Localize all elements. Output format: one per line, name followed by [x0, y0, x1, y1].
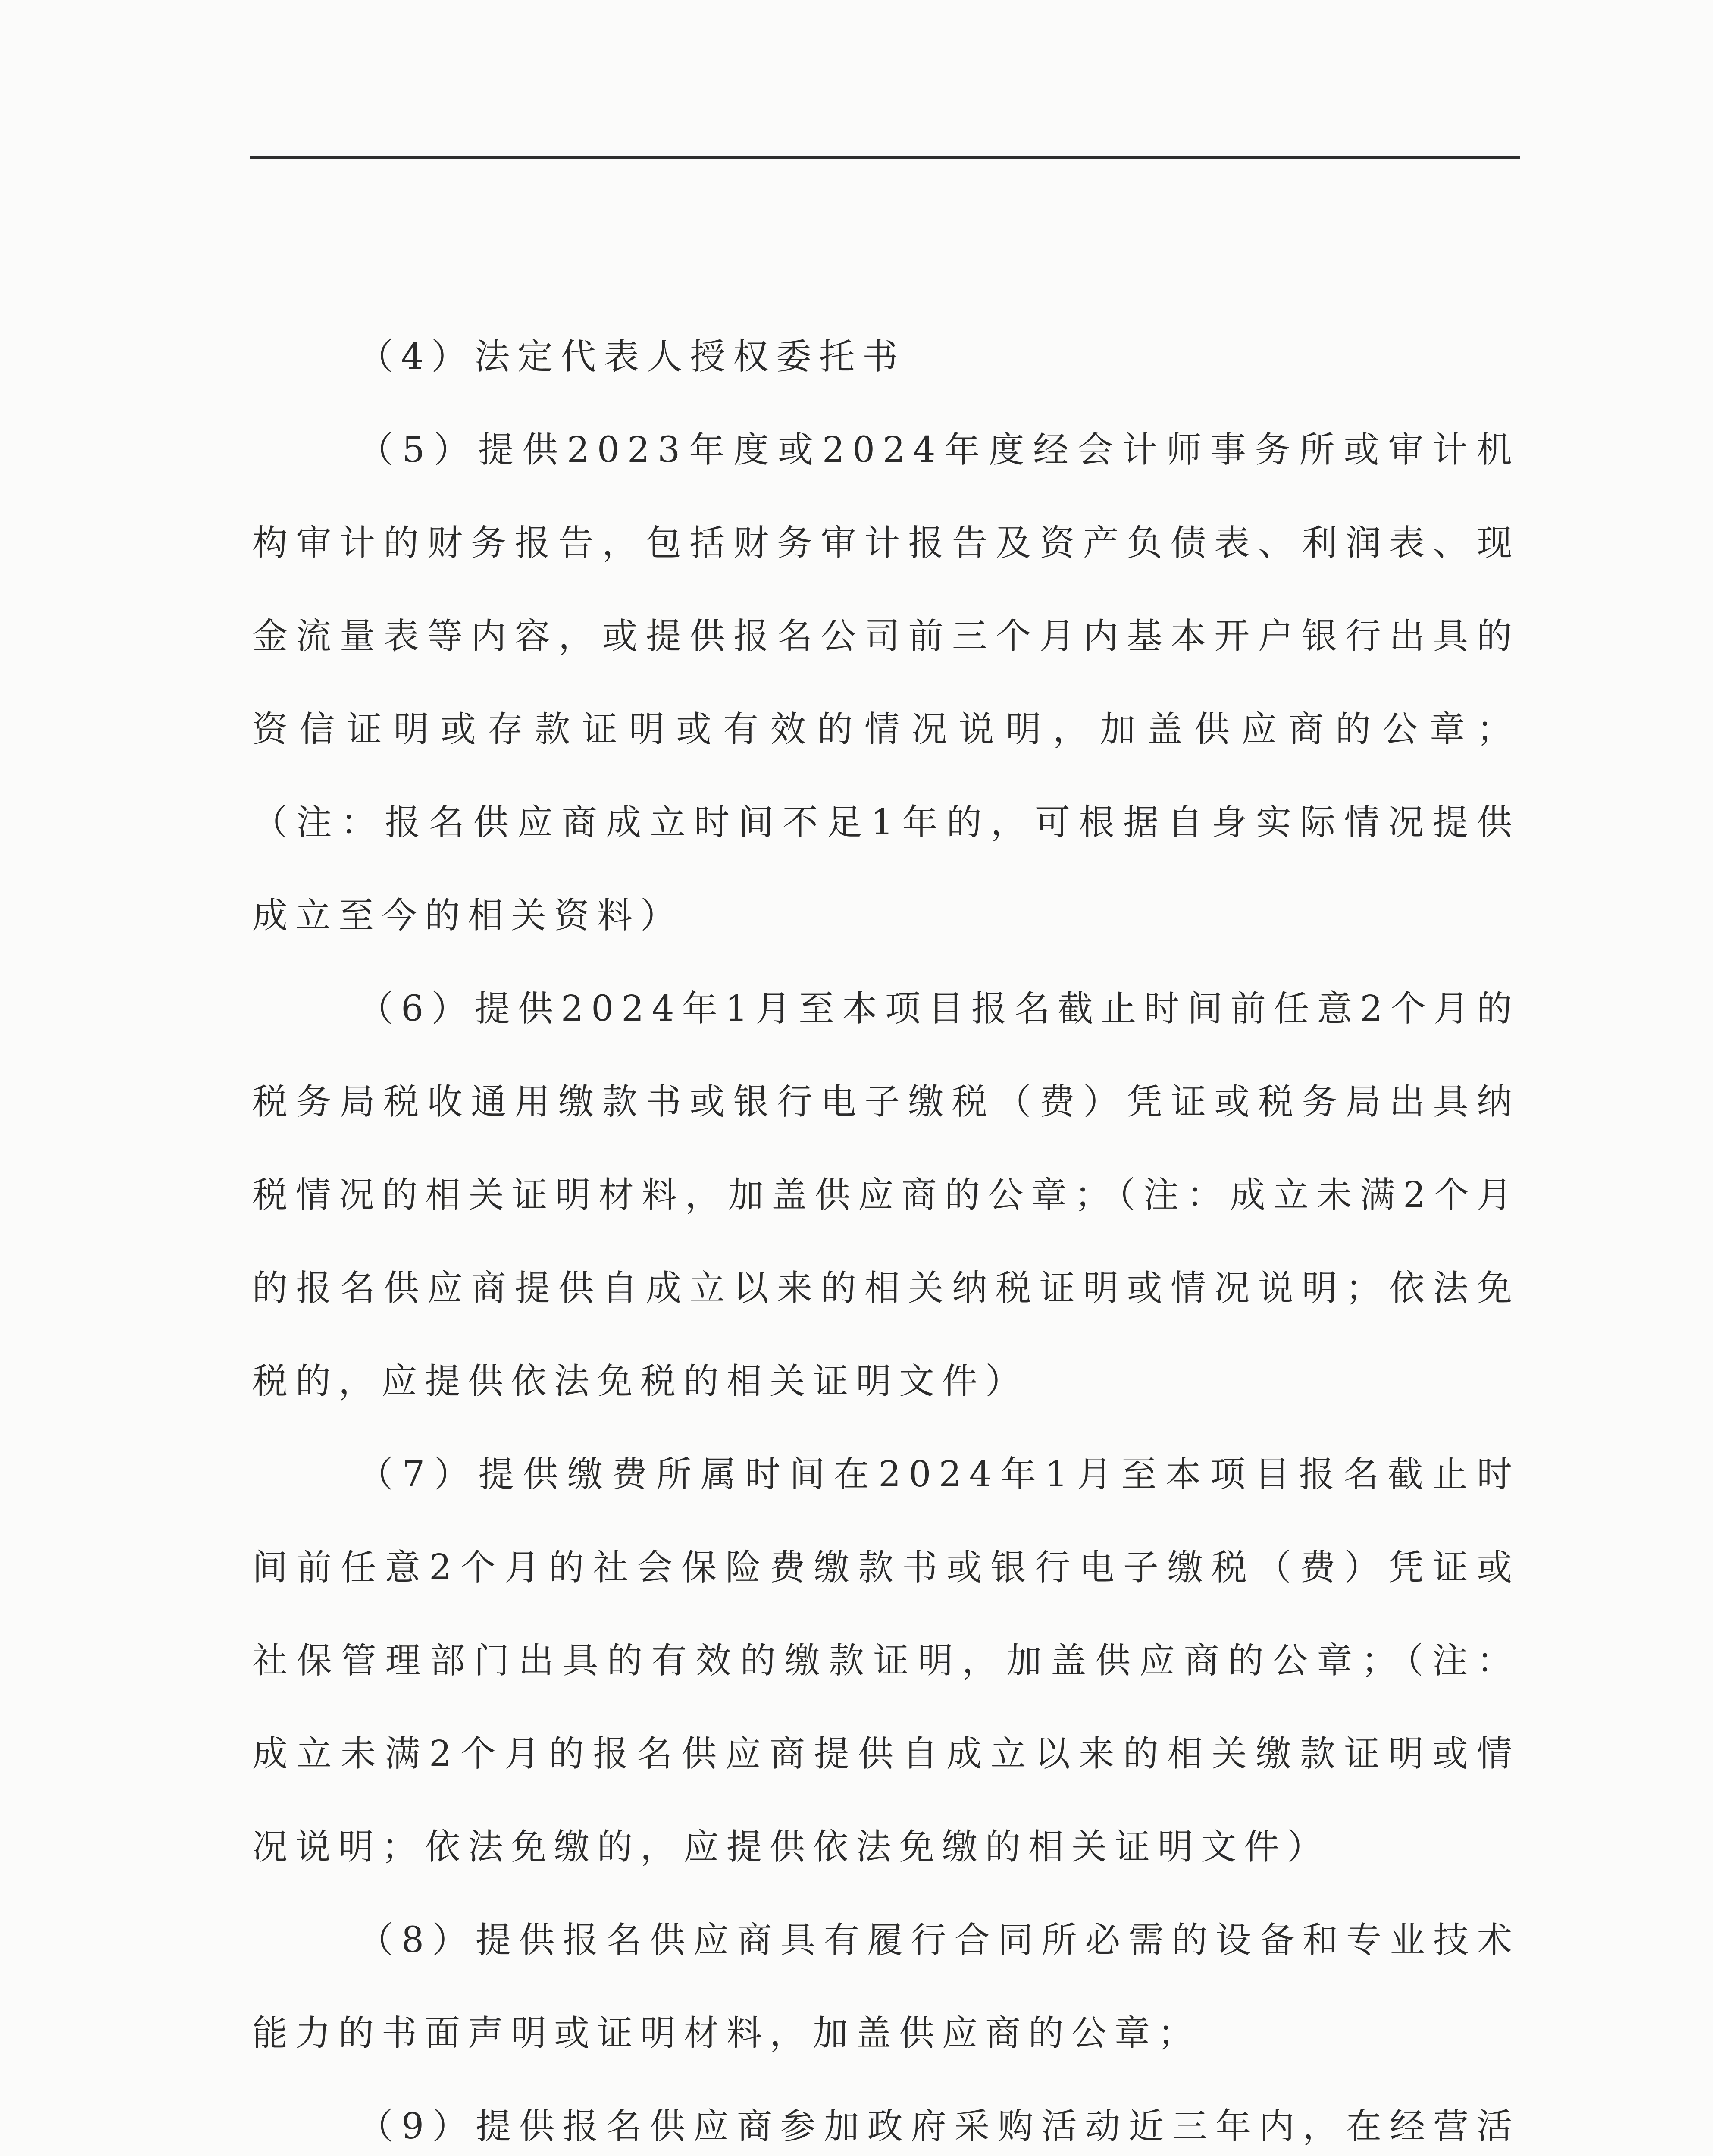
body-text [252, 310, 1520, 2156]
paragraph-item-9: （9）提供报名供应商参加政府采购活动近三年内，在经营活 [358, 2106, 1520, 2147]
paragraph-item-8: （8）提供报名供应商具有履行合同所必需的设备和专业技术能力的书面声明或证明材料，加盖供应商的公章； [252, 1920, 1520, 2054]
paragraph-item-6: （6）提供2024年1月至本项目报名截止时间前任意2个月的税务局税收通用缴款书或银行电子缴税（费）凭证或税务局出具纳税情况的相关证明材料，加盖供应商的公章；（注：成立未满2个月的报名供应商提供自成立以来的相关纳税证明或情况说明；依法免税的，应提供依法免税的相关证明文件） [252, 988, 1520, 1402]
paragraph-item-4: （4）法定代表人授权委托书 [358, 336, 906, 377]
header-rule [250, 156, 1520, 159]
paragraph-item-5: （5）提供2023年度或2024年度经会计师事务所或审计机构审计的财务报告，包括财务审计报告及资产负债表、利润表、现金流量表等内容，或提供报名公司前三个月内基本开户银行出具的资信证明或存款证明或有效的情况说明，加盖供应商的公章；（注：报名供应商成立时间不足1年的，可根据自身实际情况提供成立至今的相关资料） [252, 429, 1520, 936]
paragraph-item-7: （7）提供缴费所属时间在2024年1月至本项目报名截止时间前任意2个月的社会保险费缴款书或银行电子缴税（费）凭证或社保管理部门出具的有效的缴款证明，加盖供应商的公章；（注：成立未满2个月的报名供应商提供自成立以来的相关缴款证明或情况说明；依法免缴的，应提供依法免缴的相关证明文件） [252, 1454, 1520, 1868]
